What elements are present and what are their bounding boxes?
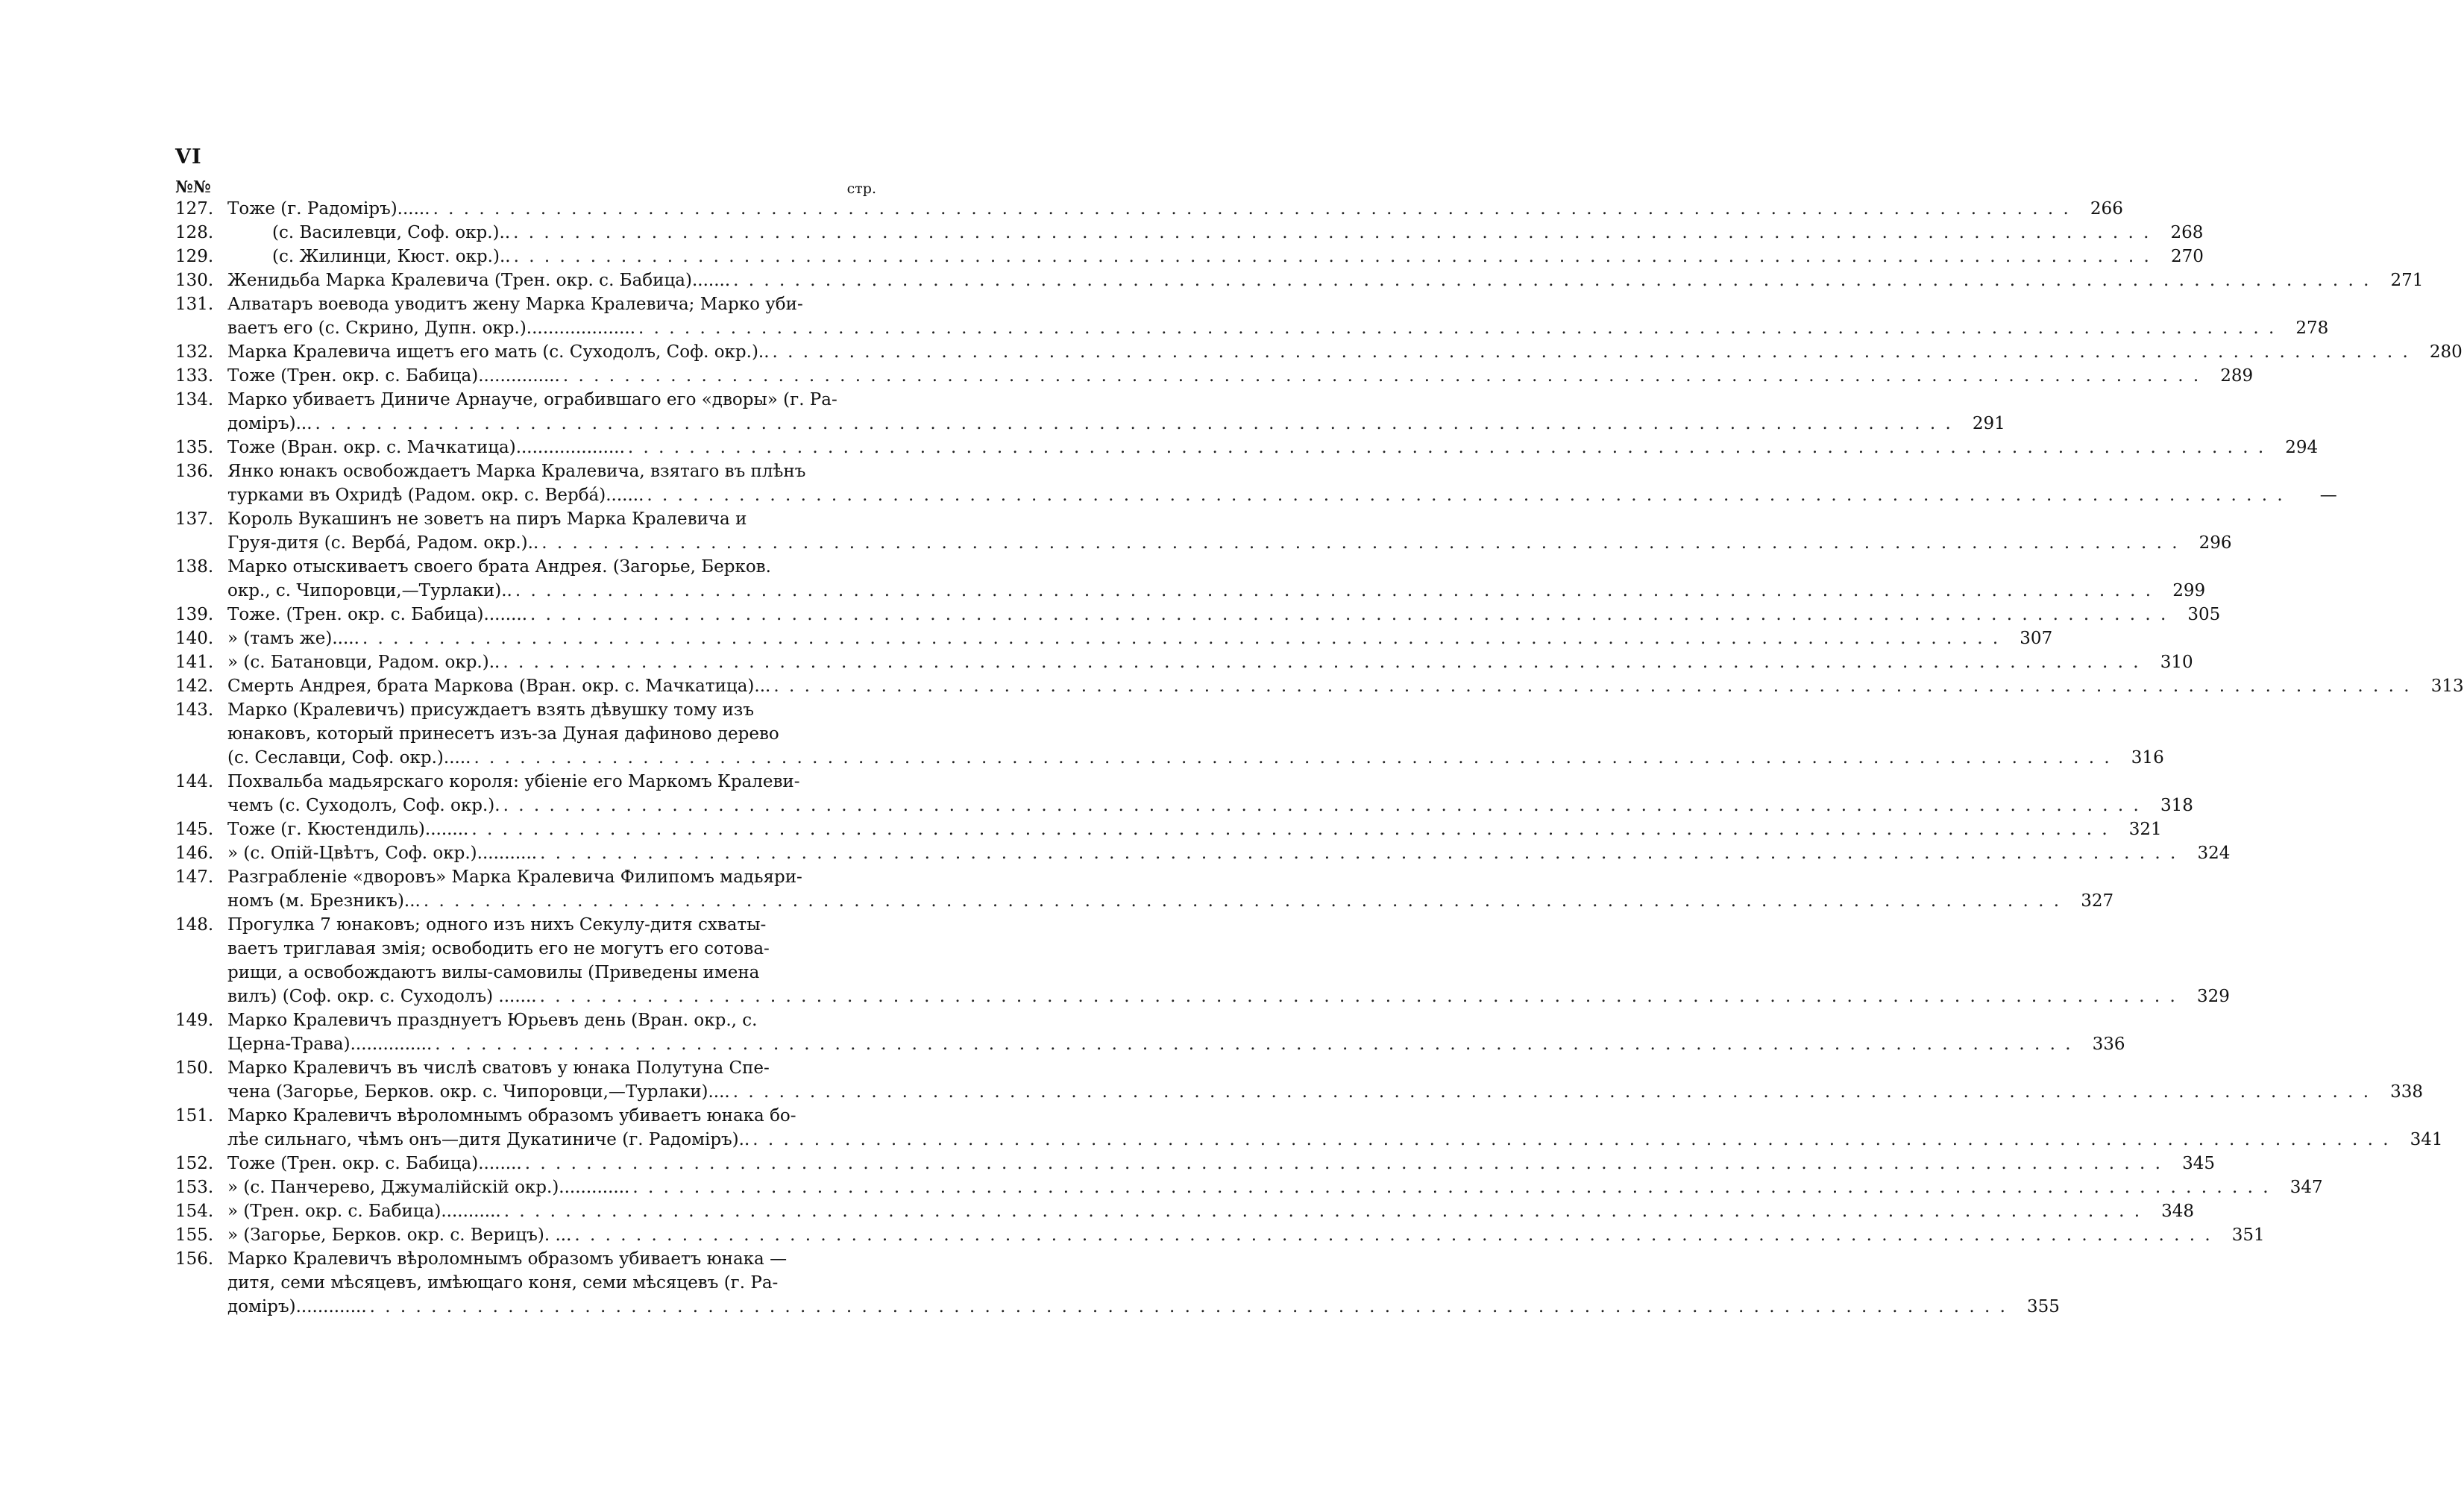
page-number: VI (175, 145, 202, 169)
entry-title-text: Марко отыскиваетъ своего брата Андрея. (Загорье, Берков. (227, 557, 771, 577)
entry-title (227, 1104, 2391, 1152)
entry-title (227, 364, 2201, 388)
entry-title (227, 1175, 2271, 1199)
entry-page-number: 318 (2160, 796, 2193, 815)
dot-leader (367, 1295, 2008, 1319)
entry-number: 142. (175, 677, 214, 696)
dot-leader (527, 603, 2168, 627)
dot-leader (537, 841, 2178, 865)
dot-leader (538, 531, 2179, 555)
entry-title-text: Смерть Андрея, брата Маркова (Вран. окр. с. Мачкатица)... (227, 677, 771, 696)
entry-number: 134. (175, 390, 214, 409)
dot-leader (432, 1032, 2072, 1056)
entry-page-number: 338 (2390, 1082, 2424, 1102)
entry-title-text: Марко (Кралевичъ) присуждаетъ взять дѣвушку тому изъ (227, 700, 754, 720)
entry-page-number: 296 (2199, 533, 2232, 553)
entry-title-line (227, 985, 2178, 1008)
entry-title-text: турками въ Охридѣ (Радом. окр. с. Верба́)....... (227, 486, 644, 505)
entry-title-text: » (с. Опій-Цвѣтъ, Соф. окр.)........... (227, 844, 538, 863)
entry-number: 127. (175, 199, 214, 219)
entry-title-text: вилъ) (Соф. окр. с. Суходолъ) ....... (227, 987, 537, 1006)
toc-entry (175, 459, 2337, 507)
dot-leader (635, 316, 2276, 340)
entry-title-line (227, 603, 2168, 627)
entry-title-text: ваетъ триглавая змія; освободить его не могутъ его сотова- (227, 939, 770, 958)
entry-title-text: Марка Кралевича ищетъ его мать (с. Суходолъ, Соф. окр.).. (227, 342, 770, 362)
entry-title (227, 674, 2412, 698)
entry-title (227, 1247, 2008, 1319)
entry-title-line (227, 1223, 2213, 1247)
entry-title (227, 770, 2141, 817)
entry-title-line (227, 579, 2153, 603)
entry-title-text: окр., с. Чипоровци,—Турлаки).. (227, 581, 512, 600)
dot-leader (501, 1199, 2142, 1223)
entry-title-text: рищи, а освобождаютъ вилы-самовилы (Приведены имена (227, 963, 760, 982)
toc-entry (175, 1247, 2060, 1319)
toc-entry (175, 650, 2193, 674)
toc-entry (175, 1199, 2195, 1223)
dot-leader (749, 1128, 2390, 1152)
entry-title-text: доміръ)... (227, 414, 312, 433)
entry-title-text: Похвальба мадьярскаго короля: убіеніе его Маркомъ Кралеви- (227, 772, 800, 791)
entry-title-line (227, 627, 2000, 650)
entry-title-text: (с. Сеславци, Соф. окр.)..... (227, 748, 471, 768)
entry-title-text: Тоже (Трен. окр. с. Бабица)........ (227, 1154, 522, 1173)
entry-title-line (227, 841, 2178, 865)
dot-leader (629, 1175, 2270, 1199)
entry-number: 154. (175, 1202, 214, 1221)
entry-number: 146. (175, 844, 214, 863)
entry-number: 152. (175, 1154, 214, 1173)
entry-number: 128. (175, 223, 214, 242)
dot-leader (500, 650, 2140, 674)
entry-title-line (227, 889, 2061, 913)
toc-entry (175, 865, 2114, 913)
entry-title-line (227, 292, 2276, 316)
entry-number: 138. (175, 557, 214, 577)
toc-entry (175, 817, 2162, 841)
entry-title (227, 245, 2152, 269)
entry-number: 137. (175, 509, 214, 529)
toc-entry (175, 913, 2230, 1008)
entry-title (227, 340, 2410, 364)
entry-title-text: Тоже (г. Радоміръ)...... (227, 199, 430, 219)
entry-title-line (227, 316, 2276, 340)
entry-title (227, 507, 2180, 555)
entry-page-number: 345 (2182, 1154, 2215, 1173)
entry-number: 156. (175, 1249, 214, 1269)
dot-leader (770, 674, 2411, 698)
toc-entry (175, 555, 2206, 603)
entry-title-line (227, 1032, 2073, 1056)
entry-title-line (227, 1175, 2271, 1199)
entry-page-number: 351 (2231, 1225, 2265, 1245)
entry-page-number: 289 (2220, 366, 2254, 386)
entry-number: 135. (175, 438, 214, 457)
entry-number: 136. (175, 462, 214, 481)
entry-title-line (227, 221, 2151, 245)
toc-entry (175, 841, 2231, 865)
entry-page-number: 321 (2128, 820, 2162, 839)
entry-title-text: Церна-Трава)............... (227, 1035, 433, 1054)
entry-number: 148. (175, 915, 214, 935)
entry-page-number: 341 (2410, 1130, 2443, 1149)
number-column-label: №№ (175, 178, 211, 197)
entry-title-line (227, 698, 2112, 722)
entry-title (227, 221, 2151, 245)
entry-title-line (227, 1247, 2008, 1271)
entry-title (227, 1223, 2213, 1247)
toc-entry (175, 221, 2204, 245)
entry-title (227, 1056, 2371, 1104)
entry-title (227, 436, 2266, 459)
toc-entry (175, 197, 2123, 221)
entry-title-line (227, 531, 2180, 555)
entry-number: 151. (175, 1106, 214, 1126)
entry-title-line (227, 412, 1953, 436)
dot-leader (625, 436, 2266, 459)
entry-number: 131. (175, 295, 214, 314)
entry-title-line (227, 937, 2178, 961)
entry-page-number: 329 (2196, 987, 2230, 1006)
entry-title-text: » (с. Батановци, Радом. окр.).. (227, 653, 500, 672)
entry-page-number: 327 (2081, 891, 2114, 911)
toc-entry (175, 1223, 2265, 1247)
entry-title-line (227, 722, 2112, 746)
entry-number: 139. (175, 605, 214, 624)
dot-leader (560, 364, 2201, 388)
entry-title-line (227, 197, 2071, 221)
toc-entry (175, 292, 2329, 340)
entry-page-number: 355 (2027, 1297, 2060, 1316)
dot-leader (512, 579, 2153, 603)
entry-page-number: 280 (2429, 342, 2463, 362)
entry-title-text: Женидьба Марка Кралевича (Трен. окр. с. Бабица)....... (227, 271, 731, 290)
page-column-label: стр. (846, 181, 876, 197)
entry-title-line (227, 674, 2412, 698)
entry-title-text: Марко Кралевичъ вѣроломнымъ образомъ убиваетъ юнака — (227, 1249, 788, 1269)
entry-title-text: ваетъ его (с. Скрино, Дупн. окр.).................... (227, 318, 636, 338)
entry-title-line (227, 1080, 2371, 1104)
entry-title (227, 1152, 2163, 1175)
entry-title-text: юнаковъ, который принесетъ изъ-за Дуная дафиново дерево (227, 724, 779, 744)
toc-entry (175, 340, 2463, 364)
dot-leader (571, 1223, 2212, 1247)
entry-title (227, 913, 2178, 1008)
entry-number: 143. (175, 700, 214, 720)
toc-entry (175, 507, 2232, 555)
entry-page-number: 268 (2170, 223, 2204, 242)
entry-number: 153. (175, 1178, 214, 1197)
entry-page-number: 310 (2160, 653, 2193, 672)
entry-title-line (227, 388, 1953, 412)
entry-title-text: дитя, семи мѣсяцевъ, имѣющаго коня, семи мѣсяцевъ (г. Ра- (227, 1273, 779, 1293)
entry-title-text: Алватаръ воевода уводитъ жену Марка Кралевича; Марко уби- (227, 295, 803, 314)
entry-title-line (227, 1295, 2008, 1319)
entry-title-text: (с. Василевци, Соф. окр.).. (272, 223, 511, 242)
entry-title-line (227, 913, 2178, 937)
toc-entry (175, 674, 2464, 698)
entry-title-text: » (Загорье, Берков. окр. с. Верицъ). ... (227, 1225, 572, 1245)
entry-title-line (227, 650, 2141, 674)
entry-number: 140. (175, 629, 214, 648)
dot-leader (359, 627, 2000, 650)
dot-leader (537, 985, 2178, 1008)
entry-number: 155. (175, 1225, 214, 1245)
entry-title-text: » (с. Панчерево, Джумалійскій окр.)............. (227, 1178, 630, 1197)
toc-entry (175, 388, 2005, 436)
entry-title-text: доміръ)............. (227, 1297, 367, 1316)
entry-title-text: лѣе сильнаго, чѣмъ онъ—дитя Дукатиниче (г. Радоміръ).. (227, 1130, 750, 1149)
toc-entries (175, 197, 2464, 1319)
toc-entry (175, 1175, 2323, 1199)
entry-page-number: 313 (2430, 677, 2464, 696)
entry-title-text: Марко Кралевичъ празднуетъ Юрьевъ день (Вран. окр., с. (227, 1011, 758, 1030)
entry-title-line (227, 1104, 2391, 1128)
entry-page-number: 294 (2285, 438, 2319, 457)
toc-page (175, 142, 2464, 1319)
entry-page-number: 336 (2092, 1035, 2125, 1054)
entry-title-line (227, 1008, 2073, 1032)
entry-page-number: 324 (2197, 844, 2231, 863)
entry-title (227, 865, 2061, 913)
entry-title-line (227, 794, 2141, 817)
toc-entry (175, 698, 2164, 770)
entry-title (227, 650, 2141, 674)
entry-title-line (227, 961, 2178, 985)
entry-page-number: 348 (2161, 1202, 2195, 1221)
toc-entry (175, 245, 2204, 269)
toc-entry (175, 627, 2053, 650)
entry-number: 132. (175, 342, 214, 362)
toc-entry (175, 364, 2254, 388)
entry-title-text: Король Вукашинъ не зоветъ на пиръ Марка Кралевича и (227, 509, 747, 529)
entry-page-number: 278 (2295, 318, 2329, 338)
dot-leader (644, 483, 2284, 507)
entry-title-text: чемъ (с. Суходолъ, Соф. окр.). (227, 796, 500, 815)
entry-title-line (227, 269, 2371, 292)
entry-title (227, 292, 2276, 340)
entry-page-number: 299 (2172, 581, 2206, 600)
entry-page-number: 270 (2170, 247, 2204, 266)
entry-title-text: Марко убиваетъ Диниче Арнауче, ограбившаго его «дворы» (г. Ра- (227, 390, 837, 409)
entry-number: 149. (175, 1011, 214, 1030)
entry-title-line (227, 1271, 2008, 1295)
entry-title-text: номъ (м. Брезникъ)... (227, 891, 421, 911)
entry-title-line (227, 483, 2285, 507)
entry-title-line (227, 746, 2112, 770)
entry-title-text: Тоже (Трен. окр. с. Бабица)............... (227, 366, 560, 386)
dot-leader (510, 221, 2151, 245)
entry-title-text: » (тамъ же)..... (227, 629, 359, 648)
entry-title (227, 627, 2000, 650)
entry-page-number: 307 (2020, 629, 2053, 648)
entry-number: 147. (175, 867, 214, 887)
entry-title-text: чена (Загорье, Берков. окр. с. Чипоровци,—Турлаки).... (227, 1082, 730, 1102)
entry-title-line (227, 1152, 2163, 1175)
entry-page-number: 291 (1972, 414, 2005, 433)
entry-page-number: 271 (2390, 271, 2424, 290)
entry-title-text: » (Трен. окр. с. Бабица)........... (227, 1202, 501, 1221)
entry-page-number: — (2319, 486, 2337, 505)
toc-entry (175, 1152, 2215, 1175)
entry-title-text: Прогулка 7 юнаковъ; одного изъ нихъ Секулу-дитя схваты- (227, 915, 767, 935)
entry-title-line (227, 364, 2201, 388)
entry-title (227, 269, 2371, 292)
entry-title-text: Марко Кралевичъ вѣроломнымъ образомъ убиваетъ юнака бо- (227, 1106, 796, 1126)
entry-title (227, 1199, 2142, 1223)
dot-leader (730, 269, 2371, 292)
entry-title-line (227, 817, 2110, 841)
entry-title-line (227, 245, 2152, 269)
entry-page-number: 316 (2131, 748, 2164, 768)
entry-title (227, 841, 2178, 865)
dot-leader (430, 197, 2071, 221)
entry-number: 150. (175, 1058, 214, 1078)
entry-title (227, 555, 2153, 603)
entry-number: 130. (175, 271, 214, 290)
entry-page-number: 305 (2187, 605, 2221, 624)
entry-title-line (227, 1199, 2142, 1223)
entry-title-line (227, 865, 2061, 889)
entry-title-line (227, 1128, 2391, 1152)
toc-entry (175, 1104, 2443, 1152)
dot-leader (500, 794, 2141, 817)
entry-title-text: Янко юнакъ освобождаетъ Марка Кралевича, взятаго въ плѣнъ (227, 462, 806, 481)
entry-number: 145. (175, 820, 214, 839)
toc-entry (175, 770, 2193, 817)
entry-title-line (227, 436, 2266, 459)
entry-title (227, 1008, 2073, 1056)
entry-title-line (227, 770, 2141, 794)
toc-entry (175, 1056, 2424, 1104)
entry-title-line (227, 555, 2153, 579)
dot-leader (511, 245, 2152, 269)
entry-title-text: Марко Кралевичъ въ числѣ сватовъ у юнака Полутуна Спе- (227, 1058, 770, 1078)
entry-title-line (227, 1056, 2371, 1080)
entry-number: 133. (175, 366, 214, 386)
entry-page-number: 266 (2090, 199, 2123, 219)
entry-page-number: 347 (2289, 1178, 2323, 1197)
entry-title-line (227, 507, 2180, 531)
entry-number: 144. (175, 772, 214, 791)
entry-number: 141. (175, 653, 214, 672)
dot-leader (312, 412, 1953, 436)
column-header (175, 173, 876, 197)
entry-title-text: Разграбленіе «дворовъ» Марка Кралевича Филипомъ мадьяри- (227, 867, 802, 887)
entry-title-text: Тоже (Вран. окр. с. Мачкатица).................... (227, 438, 625, 457)
entry-number: 129. (175, 247, 214, 266)
dot-leader (770, 340, 2410, 364)
entry-title-line (227, 459, 2285, 483)
toc-entry (175, 436, 2319, 459)
dot-leader (421, 889, 2061, 913)
entry-title (227, 459, 2285, 507)
dot-leader (522, 1152, 2163, 1175)
dot-leader (730, 1080, 2371, 1104)
entry-title (227, 388, 1953, 436)
dot-leader (468, 817, 2109, 841)
entry-title-text: (с. Жилинци, Кюст. окр.).. (272, 247, 511, 266)
entry-title (227, 197, 2071, 221)
entry-title-text: Груя-дитя (с. Верба́, Радом. окр.).. (227, 533, 539, 553)
entry-title-line (227, 340, 2410, 364)
entry-title (227, 698, 2112, 770)
dot-leader (471, 746, 2111, 770)
toc-entry (175, 1008, 2125, 1056)
entry-title-text: Тоже. (Трен. окр. с. Бабица)........ (227, 605, 528, 624)
entry-title (227, 603, 2168, 627)
entry-title-text: Тоже (г. Кюстендиль)........ (227, 820, 469, 839)
toc-entry (175, 603, 2221, 627)
entry-title (227, 817, 2110, 841)
toc-entry (175, 269, 2424, 292)
